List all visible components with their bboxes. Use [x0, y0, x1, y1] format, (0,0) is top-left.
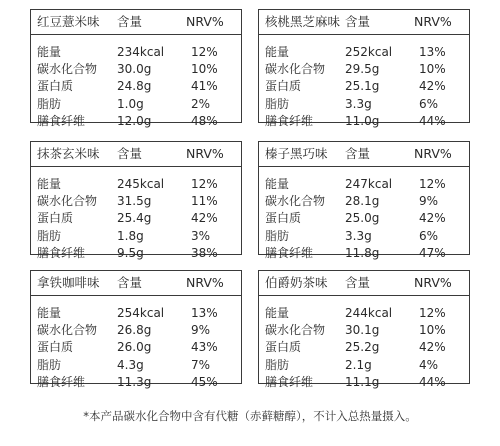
nrv-column-label: NRV%	[186, 14, 224, 29]
nutrient-name: 膳食纤维	[37, 113, 86, 128]
nutrient-row	[259, 339, 469, 356]
flavor-title: 红豆薏米味	[37, 14, 100, 29]
nutrient-amount: 252kcal	[345, 45, 393, 59]
nutrient-amount: 11.0g	[345, 113, 380, 128]
nutrient-row	[259, 113, 469, 130]
nutrition-panel-red-bean	[30, 9, 242, 128]
nutrient-amount: 1.0g	[117, 96, 144, 111]
nutrient-nrv: 6%	[419, 96, 439, 111]
nutrient-row	[259, 78, 469, 95]
nutrient-rows	[31, 305, 241, 391]
nutrient-nrv: 42%	[419, 79, 446, 94]
nutrient-amount: 30.0g	[117, 62, 152, 77]
nutrient-amount: 25.0g	[345, 211, 380, 226]
flavor-title: 核桃黑芝麻味	[265, 14, 341, 29]
nutrient-amount: 12.0g	[117, 113, 152, 128]
nutrient-name: 脂肪	[37, 96, 62, 111]
nutrient-nrv: 47%	[419, 245, 446, 260]
nutrient-row	[259, 193, 469, 210]
nutrient-nrv: 12%	[419, 306, 446, 320]
nutrient-name: 能量	[265, 177, 290, 191]
nutrient-rows	[259, 176, 469, 262]
nutrition-panel-earl-grey-milk-tea	[258, 270, 470, 389]
nutrient-row	[259, 228, 469, 245]
nutrient-rows	[31, 176, 241, 262]
nutrient-name: 能量	[37, 177, 62, 191]
nutrition-panel-latte-coffee	[30, 270, 242, 389]
nutrient-nrv: 3%	[191, 228, 211, 243]
nutrient-row	[259, 44, 469, 61]
nutrient-nrv: 12%	[191, 45, 218, 59]
nutrient-nrv: 44%	[419, 374, 446, 389]
nutrient-name: 碳水化合物	[265, 194, 326, 209]
nutrient-amount: 1.8g	[117, 228, 144, 243]
nutrient-name: 碳水化合物	[37, 194, 98, 209]
nutrient-row	[31, 357, 241, 374]
nutrient-name: 脂肪	[265, 96, 290, 111]
nutrient-nrv: 10%	[419, 323, 446, 338]
nutrient-name: 蛋白质	[265, 211, 302, 226]
panel-header	[31, 271, 241, 296]
nutrient-nrv: 12%	[191, 177, 218, 191]
nutrient-row	[259, 96, 469, 113]
nutrient-nrv: 11%	[191, 194, 218, 209]
nutrient-row	[31, 339, 241, 356]
nutrient-row	[31, 78, 241, 95]
nutrient-amount: 26.8g	[117, 323, 152, 338]
nutrient-nrv: 10%	[191, 62, 218, 77]
nutrient-nrv: 13%	[419, 45, 446, 59]
nutrient-nrv: 44%	[419, 113, 446, 128]
nutrient-row	[31, 374, 241, 391]
nutrient-row	[259, 176, 469, 193]
nutrient-row	[31, 193, 241, 210]
nutrient-row	[31, 245, 241, 262]
nutrition-panel-matcha-rice	[30, 141, 242, 260]
nutrient-nrv: 6%	[419, 228, 439, 243]
nutrient-name: 膳食纤维	[265, 113, 314, 128]
nutrient-name: 能量	[37, 45, 62, 59]
nutrient-amount: 25.2g	[345, 340, 380, 355]
nutrient-name: 膳食纤维	[265, 245, 314, 260]
nutrient-amount: 25.1g	[345, 79, 380, 94]
nrv-column-label: NRV%	[414, 146, 452, 161]
nutrient-name: 脂肪	[37, 228, 62, 243]
nutrient-nrv: 13%	[191, 306, 218, 320]
nutrient-nrv: 4%	[419, 357, 439, 372]
nutrient-nrv: 48%	[191, 113, 218, 128]
nutrient-nrv: 42%	[191, 211, 218, 226]
nutrient-nrv: 7%	[191, 357, 211, 372]
nutrient-name: 碳水化合物	[37, 62, 98, 77]
nutrient-nrv: 43%	[191, 340, 218, 355]
nutrient-row	[31, 322, 241, 339]
nutrient-rows	[259, 44, 469, 130]
nutrient-amount: 28.1g	[345, 194, 380, 209]
nutrient-amount: 25.4g	[117, 211, 152, 226]
nutrient-name: 膳食纤维	[37, 374, 86, 389]
nrv-column-label: NRV%	[414, 14, 452, 29]
nutrient-name: 蛋白质	[37, 79, 74, 94]
nutrient-amount: 9.5g	[117, 245, 144, 260]
nutrient-name: 蛋白质	[265, 340, 302, 355]
nutrient-row	[259, 245, 469, 262]
nutrient-name: 膳食纤维	[37, 245, 86, 260]
nutrient-name: 蛋白质	[265, 79, 302, 94]
nutrient-nrv: 10%	[419, 62, 446, 77]
amount-column-label: 含量	[117, 275, 143, 290]
nutrient-row	[259, 357, 469, 374]
nutrient-row	[31, 96, 241, 113]
nutrient-nrv: 42%	[419, 340, 446, 355]
nutrient-nrv: 2%	[191, 96, 211, 111]
nutrient-row	[31, 113, 241, 130]
nutrient-rows	[259, 305, 469, 391]
nutrition-panel-walnut-sesame	[258, 9, 470, 128]
nutrient-name: 脂肪	[265, 228, 290, 243]
nutrient-name: 碳水化合物	[265, 323, 326, 338]
nutrient-row	[31, 61, 241, 78]
panel-header	[259, 271, 469, 296]
nutrient-nrv: 42%	[419, 211, 446, 226]
flavor-title: 伯爵奶茶味	[265, 275, 328, 290]
nutrient-row	[259, 305, 469, 322]
nutrient-row	[259, 374, 469, 391]
nutrient-amount: 247kcal	[345, 177, 393, 191]
nutrient-name: 能量	[265, 45, 290, 59]
amount-column-label: 含量	[117, 146, 143, 161]
nutrient-amount: 4.3g	[117, 357, 144, 372]
nutrient-row	[31, 305, 241, 322]
nutrient-row	[259, 210, 469, 227]
nutrient-name: 碳水化合物	[265, 62, 326, 77]
nutrient-name: 脂肪	[265, 357, 290, 372]
nutrient-name: 蛋白质	[37, 340, 74, 355]
nutrient-row	[31, 176, 241, 193]
nutrient-amount: 31.5g	[117, 194, 152, 209]
nutrient-nrv: 9%	[419, 194, 439, 209]
nutrient-row	[31, 44, 241, 61]
nrv-column-label: NRV%	[186, 146, 224, 161]
panel-header	[259, 142, 469, 167]
nutrient-row	[31, 210, 241, 227]
nutrient-amount: 26.0g	[117, 340, 152, 355]
nutrient-amount: 234kcal	[117, 45, 165, 59]
amount-column-label: 含量	[345, 14, 371, 29]
amount-column-label: 含量	[345, 275, 371, 290]
nutrient-name: 蛋白质	[37, 211, 74, 226]
nutrient-nrv: 9%	[191, 323, 211, 338]
nutrient-amount: 30.1g	[345, 323, 380, 338]
amount-column-label: 含量	[345, 146, 371, 161]
nutrient-name: 能量	[265, 306, 290, 320]
nutrient-amount: 245kcal	[117, 177, 165, 191]
nutrient-rows	[31, 44, 241, 130]
nutrient-row	[259, 61, 469, 78]
panel-header	[259, 10, 469, 35]
nutrient-name: 膳食纤维	[265, 374, 314, 389]
flavor-title: 拿铁咖啡味	[37, 275, 100, 290]
nutrient-row	[259, 322, 469, 339]
nutrient-nrv: 41%	[191, 79, 218, 94]
nutrient-name: 能量	[37, 306, 62, 320]
nutrient-amount: 29.5g	[345, 62, 380, 77]
amount-column-label: 含量	[117, 14, 143, 29]
footnote: *本产品碳水化合物中含有代糖（赤藓糖醇），不计入总热量摄入。	[83, 409, 417, 423]
nrv-column-label: NRV%	[414, 275, 452, 290]
nutrient-nrv: 38%	[191, 245, 218, 260]
nutrient-amount: 244kcal	[345, 306, 393, 320]
nutrient-amount: 3.3g	[345, 228, 372, 243]
nutrient-name: 脂肪	[37, 357, 62, 372]
nutrient-name: 碳水化合物	[37, 323, 98, 338]
nrv-column-label: NRV%	[186, 275, 224, 290]
flavor-title: 榛子黑巧味	[265, 146, 328, 161]
nutrient-amount: 2.1g	[345, 357, 372, 372]
panel-header	[31, 142, 241, 167]
panel-header	[31, 10, 241, 35]
nutrient-amount: 11.1g	[345, 374, 380, 389]
nutrient-amount: 11.3g	[117, 374, 152, 389]
nutrient-nrv: 12%	[419, 177, 446, 191]
nutrient-amount: 254kcal	[117, 306, 165, 320]
nutrient-amount: 11.8g	[345, 245, 380, 260]
nutrition-panel-hazelnut-chocolate	[258, 141, 470, 260]
nutrient-nrv: 45%	[191, 374, 218, 389]
nutrient-amount: 3.3g	[345, 96, 372, 111]
nutrient-amount: 24.8g	[117, 79, 152, 94]
nutrient-row	[31, 228, 241, 245]
flavor-title: 抹茶玄米味	[37, 146, 100, 161]
